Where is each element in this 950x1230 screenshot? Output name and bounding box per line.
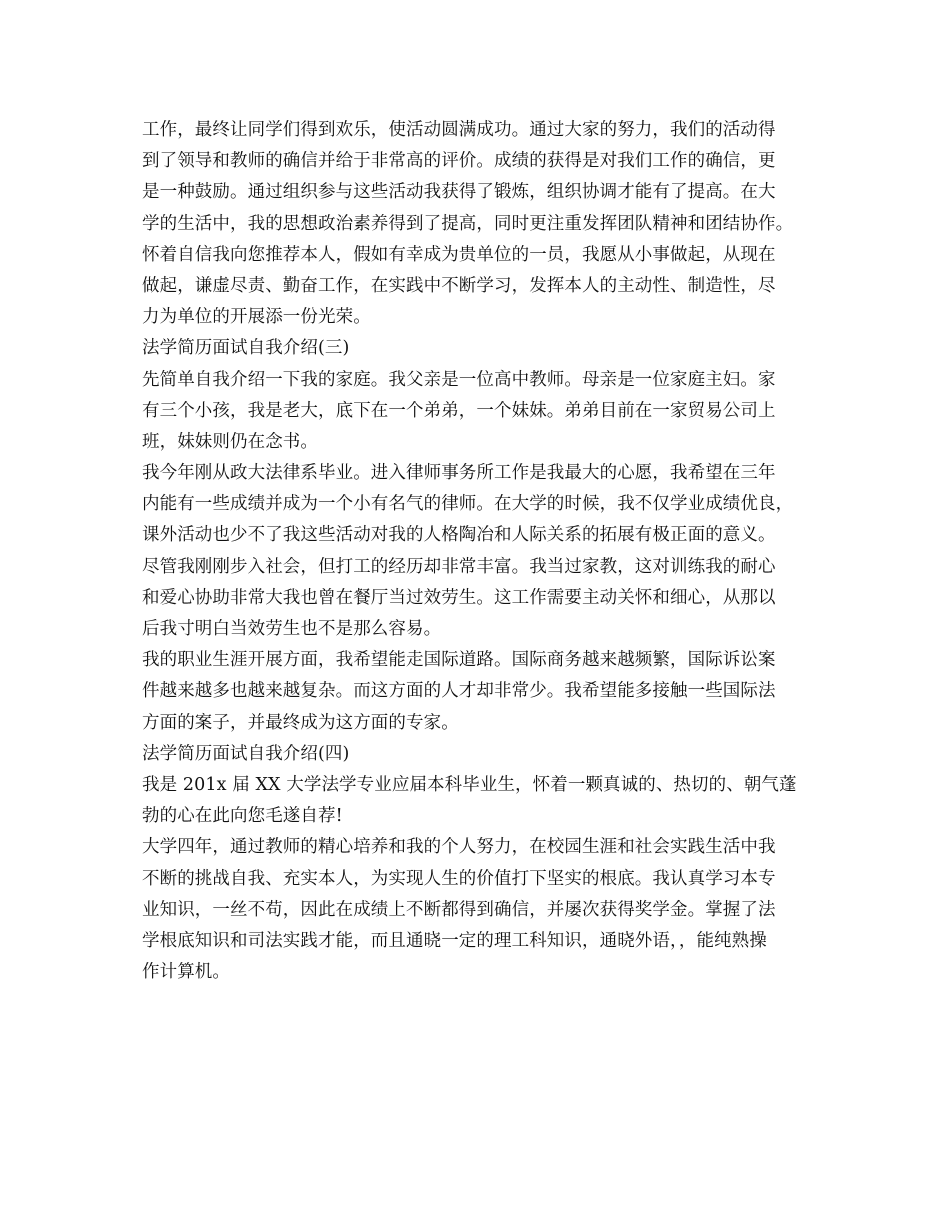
text-line: 课外活动也少不了我这些活动对我的人格陶冶和人际关系的拓展有极正面的意义。 [142, 525, 776, 546]
text-line: 勃的心在此向您毛遂自荐! [142, 806, 343, 827]
text-line: 尽管我刚刚步入社会，但打工的经历却非常丰富。我当过家教，这对训练我的耐心 [142, 556, 776, 577]
document-body [142, 115, 832, 988]
text-line: 工作，最终让同学们得到欢乐，使活动圆满成功。通过大家的努力，我们的活动得 [142, 120, 776, 140]
text-line: 后我寸明白当效劳生也不是那么容易。 [142, 619, 442, 639]
section-heading-4: 法学简历面试自我介绍(四) [142, 743, 350, 764]
text-line: 我是 201x 届 XX 大学法学专业应届本科毕业生，怀着一颗真诚的、热切的、朝气蓬 [142, 774, 797, 795]
section-heading-3: 法学简历面试自我介绍(三) [142, 338, 350, 359]
text-line: 我的职业生涯开展方面，我希望能走国际道路。国际商务越来越频繁，国际诉讼案 [142, 650, 776, 671]
text-line: 力为单位的开展添一份光荣。 [142, 307, 371, 328]
text-line: 我今年刚从政大法律系毕业。进入律师事务所工作是我最大的心愿，我希望在三年 [142, 463, 776, 484]
text-line: 不断的挑战自我、充实本人，为实现人生的价值打下坚实的根底。我认真学习本专 [142, 868, 776, 889]
text-line: 班，妹妹则仍在念书。 [142, 431, 318, 452]
text-line: 学的生活中，我的思想政治素养得到了提高，同时更注重发挥团队精神和团结协作。 [142, 213, 794, 234]
text-line: 先简单自我介绍一下我的家庭。我父亲是一位高中教师。母亲是一位家庭主妇。家 [142, 369, 776, 390]
text-line: 内能有一些成绩并成为一个小有名气的律师。在大学的时候，我不仅学业成绩优良， [142, 494, 794, 515]
text-line: 是一种鼓励。通过组织参与这些活动我获得了锻炼，组织协调才能有了提高。在大 [142, 182, 776, 203]
text-line: 作计算机。 [142, 962, 230, 983]
text-line: 业知识，一丝不苟，因此在成绩上不断都得到确信，并屡次获得奖学金。掌握了法 [142, 899, 776, 920]
text-line: 大学四年，通过教师的精心培养和我的个人努力，在校园生涯和社会实践生活中我 [142, 837, 776, 858]
text-line: 到了领导和教师的确信并给于非常高的评价。成绩的获得是对我们工作的确信，更 [142, 151, 776, 172]
text-line: 学根底知识和司法实践才能，而且通晓一定的理工科知识，通晓外语，，能纯熟操 [142, 930, 767, 951]
text-line: 做起，谦虚尽责、勤奋工作，在实践中不断学习，发挥本人的主动性、制造性，尽 [142, 275, 776, 296]
text-line: 方面的案子，并最终成为这方面的专家。 [142, 712, 459, 733]
text-line: 和爱心协助非常大我也曾在餐厅当过效劳生。这工作需要主动关怀和细心，从那以 [142, 587, 776, 608]
text-line: 件越来越多也越来越复杂。而这方面的人才却非常少。我希望能多接触一些国际法 [142, 681, 776, 702]
text-line: 有三个小孩，我是老大，底下在一个弟弟，一个妹妹。弟弟目前在一家贸易公司上 [142, 400, 776, 421]
text-line: 怀着自信我向您推荐本人，假如有幸成为贵单位的一员，我愿从小事做起，从现在 [142, 244, 776, 265]
